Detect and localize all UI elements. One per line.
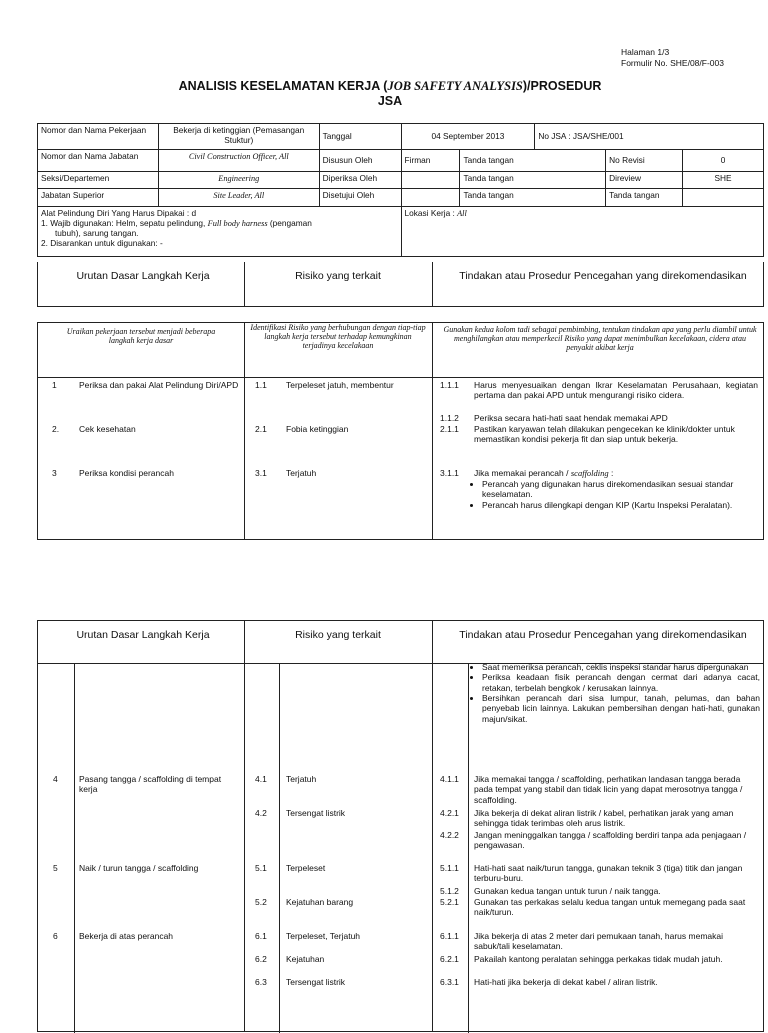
- guide-action: Gunakan kedua kolom tadi sebagai pembimbing, tentukan tindakan apa yang perlu diambil untuk menghilangkan atau memperkecil Risiko yang dapat menimbulkan kecelakaan, cidera atau penyakit akibat kerja: [443, 325, 757, 352]
- col2-action-heading: Tindakan atau Prosedur Pencegahan yang direkomendasikan: [459, 629, 747, 641]
- row4-action3-no: 4.2.2: [440, 830, 459, 840]
- revision-value: 0: [683, 150, 764, 172]
- row4-action1: Jika memakai tangga / scaffolding, perhatikan landasan tangga berada pada tempat yang stabil dan tidak licin yang dapat merosotnya tangga / scaffolding.: [474, 774, 743, 805]
- col2-risk-heading: Risiko yang terkait: [295, 629, 381, 641]
- location-label: Lokasi Kerja :: [404, 208, 458, 218]
- approved-by-value: [401, 189, 460, 207]
- ppe-item-1c: (pengaman: [267, 217, 312, 228]
- page2-bullet-2: • Periksa keadaan fisik perancah dengan cermat dari adanya cacat, retakan, terbelah bengkok / kerusakan lainnya.: [482, 672, 760, 693]
- row3-action1-no: 3.1.1: [440, 468, 459, 478]
- reviewed-label: Direview: [606, 172, 683, 189]
- row1-step: Periksa dan pakai Alat Pelindung Diri/APD: [79, 380, 239, 390]
- superior-value: Site Leader, All: [158, 189, 319, 207]
- signature-label-3: Tanda tangan: [460, 189, 606, 207]
- row6-action1: Jika bekerja di atas 2 meter dari pemukaan tanah, harus memakai sabuk/tali keselamatan.: [474, 931, 723, 952]
- ppe-title: Alat Pelindung Diri Yang Harus Dipakai : d: [41, 208, 197, 218]
- row5-risk2: Kejatuhan barang: [286, 897, 354, 907]
- signature-label-2: Tanda tangan: [460, 172, 606, 189]
- row1-action2-no: 1.1.2: [440, 413, 459, 423]
- title-suffix: )/PROSEDUR: [522, 79, 602, 93]
- row3-no: 3: [52, 468, 57, 478]
- signature-label-4: Tanda tangan: [606, 189, 683, 207]
- checked-by-label: Diperiksa Oleh: [319, 172, 401, 189]
- page-number: Halaman 1/3: [621, 47, 670, 57]
- col-steps-heading: Urutan Dasar Langkah Kerja: [76, 270, 210, 282]
- header-table: [37, 123, 764, 257]
- location-value: All: [457, 209, 467, 218]
- row3-action1: [474, 468, 758, 478]
- row5-action2: Gunakan kedua tangan untuk turun / naik tangga.: [474, 886, 661, 896]
- row6-action2: Pakailah kantong peralatan sehingga perkakas tidak mudah jatuh.: [474, 954, 723, 964]
- jsa-number: No JSA : JSA/SHE/001: [535, 124, 764, 150]
- revision-label: No Revisi: [606, 150, 683, 172]
- job-name-value: Bekerja di ketinggian (Pemasangan Stuktur): [158, 124, 319, 150]
- row5-risk1: Terpeleset: [286, 863, 326, 873]
- row2-risk: Fobia ketinggian: [286, 424, 349, 434]
- row3-action1-i: scaffolding: [570, 468, 609, 478]
- title-italic: JOB SAFETY ANALYSIS: [387, 79, 523, 93]
- row1-action1: Harus menyesuaikan dengan Ikrar Keselamatan Perusahaan, kegiatan pertama dan pakai APD untuk mengurangi risiko cidera.: [474, 380, 758, 401]
- row5-risk2-no: 5.2: [255, 897, 267, 907]
- row1-action2: Periksa secara hati-hati saat hendak memakai APD: [474, 413, 668, 423]
- row6-action3-no: 6.3.1: [440, 977, 459, 987]
- row4-action1-no: 4.1.1: [440, 774, 459, 784]
- row6-risk2-no: 6.2: [255, 954, 267, 964]
- form-number: Formulir No. SHE/08/F-003: [621, 58, 724, 68]
- row3-bullets: [468, 479, 760, 510]
- guide-steps: Uraikan pekerjaan tersebut menjadi beberapa langkah kerja dasar: [66, 327, 216, 345]
- page2-bullets: [468, 662, 760, 724]
- position-label: Nomor dan Nama Jabatan: [38, 150, 159, 172]
- row6-risk1-no: 6.1: [255, 931, 267, 941]
- row5-action3: Gunakan tas perkakas selalu kedua tangan untuk memegang pada saat naik/turun.: [474, 897, 746, 918]
- row4-risk1: Terjatuh: [286, 774, 317, 784]
- row2-risk-no: 2.1: [255, 424, 267, 434]
- row6-risk3-no: 6.3: [255, 977, 267, 987]
- row2-action1-no: 2.1.1: [440, 424, 459, 434]
- row4-risk2-no: 4.2: [255, 808, 267, 818]
- row6-risk1: Terpeleset, Terjatuh: [286, 931, 361, 941]
- row5-action3-no: 5.2.1: [440, 897, 459, 907]
- col-action-heading: Tindakan atau Prosedur Pencegahan yang direkomendasikan: [459, 270, 747, 282]
- row3-risk: Terjatuh: [286, 468, 317, 478]
- department-label: Seksi/Departemen: [38, 172, 159, 189]
- row6-action3: Hati-hati jika bekerja di dekat kabel / aliran listrik.: [474, 977, 658, 987]
- row5-risk1-no: 5.1: [255, 863, 267, 873]
- row6-risk3: Tersengat listrik: [286, 977, 346, 987]
- ppe-item-1b: Full body harness: [207, 218, 268, 228]
- row5-action1: Hati-hati saat naik/turun tangga, gunakan teknik 3 (tiga) titik dan jangan terburu-buru.: [474, 863, 743, 884]
- row6-action1-no: 6.1.1: [440, 931, 459, 941]
- row5-action1-no: 5.1.1: [440, 863, 459, 873]
- row3-step: Periksa kondisi perancah: [79, 468, 174, 478]
- prepared-by-label: Disusun Oleh: [319, 150, 401, 172]
- page2-bullet-3: • Bersihkan perancah dari sisa lumpur, tanah, pelumas, dan bahan penyebab licin lainnya. Lakukan pembersihan dengan hati-hati, gunakan majun/sikat.: [482, 693, 760, 724]
- row5-no: 5: [53, 863, 58, 873]
- row3-action1-e: :: [608, 468, 614, 478]
- row6-step: Bekerja di atas perancah: [79, 931, 174, 941]
- department-value: Engineering: [158, 172, 319, 189]
- row6-no: 6: [53, 931, 58, 941]
- row4-step: Pasang tangga / scaffolding di tempat kerja: [79, 774, 222, 795]
- ppe-section: [38, 207, 402, 257]
- row1-action1-no: 1.1.1: [440, 380, 459, 390]
- row4-action2: Jika bekerja di dekat aliran listrik / kabel, perhatikan jarak yang aman sehingga tidak terimbas oleh arus listrik.: [474, 808, 734, 829]
- approved-by-label: Disetujui Oleh: [319, 189, 401, 207]
- row3-bullet-2: • Perancah harus dilengkapi dengan KIP (Kartu Inspeksi Peralatan).: [482, 500, 760, 510]
- row5-action2-no: 5.1.2: [440, 886, 459, 896]
- ppe-item-1a: 1. Wajib digunakan: Helm, sepatu pelindung,: [41, 217, 208, 228]
- col2-steps-heading: Urutan Dasar Langkah Kerja: [76, 629, 210, 641]
- checked-by-value: [401, 172, 460, 189]
- ppe-item-1d: tubuh), sarung tangan.: [55, 227, 139, 238]
- title-prefix: ANALISIS KESELAMATAN KERJA (: [178, 79, 388, 93]
- row2-step: Cek kesehatan: [79, 424, 136, 434]
- row3-action1-a: Jika memakai perancah /: [474, 468, 569, 478]
- prepared-by-value: Firman: [401, 150, 460, 172]
- job-name-label: Nomor dan Nama Pekerjaan: [38, 124, 159, 150]
- row5-step: Naik / turun tangga / scaffolding: [79, 863, 199, 873]
- row1-risk: Terpeleset jatuh, membentur: [286, 380, 394, 390]
- row4-risk1-no: 4.1: [255, 774, 267, 784]
- date-label: Tanggal: [319, 124, 401, 150]
- row2-action1: Pastikan karyawan telah dilakukan pengecekan ke klinik/dokter untuk memastikan kondisi pekerja fit dan siap untuk bekerja.: [474, 424, 735, 445]
- row2-no: 2.: [52, 424, 60, 434]
- column-header-1: [37, 262, 764, 307]
- row3-risk-no: 3.1: [255, 468, 267, 478]
- row4-no: 4: [53, 774, 58, 784]
- page2-bullet-1: • Saat memeriksa perancah, ceklis inspeksi standar harus dipergunakan: [482, 662, 760, 672]
- ppe-item-2: 2. Disarankan untuk digunakan: -: [41, 237, 163, 248]
- row3-bullet-1: • Perancah yang digunakan harus direkomendasikan sesuai standar keselamatan.: [482, 479, 760, 500]
- signature-label-1: Tanda tangan: [460, 150, 606, 172]
- guide-risk: Identifikasi Risiko yang berhubungan dengan tiap-tiap langkah kerja tersebut terhadap kemungkinan terjadinya kecelakaan: [250, 323, 426, 350]
- row4-action3: Jangan meninggalkan tangga / scaffolding berdiri tanpa ada penjagaan / pengawasan.: [474, 830, 747, 851]
- row6-risk2: Kejatuhan: [286, 954, 325, 964]
- row1-no: 1: [52, 380, 57, 390]
- col-risk-heading: Risiko yang terkait: [295, 270, 381, 282]
- page-title: [120, 79, 660, 108]
- row6-action2-no: 6.2.1: [440, 954, 459, 964]
- row1-risk-no: 1.1: [255, 380, 267, 390]
- row4-risk2: Tersengat listrik: [286, 808, 346, 818]
- date-value: 04 September 2013: [401, 124, 535, 150]
- location-section: [401, 207, 763, 257]
- row4-action2-no: 4.2.1: [440, 808, 459, 818]
- superior-label: Jabatan Superior: [38, 189, 159, 207]
- title-line2: JSA: [377, 94, 403, 108]
- reviewed-value: SHE: [683, 172, 764, 189]
- position-value: Civil Construction Officer, All: [158, 150, 319, 172]
- signature-value-4: [683, 189, 764, 207]
